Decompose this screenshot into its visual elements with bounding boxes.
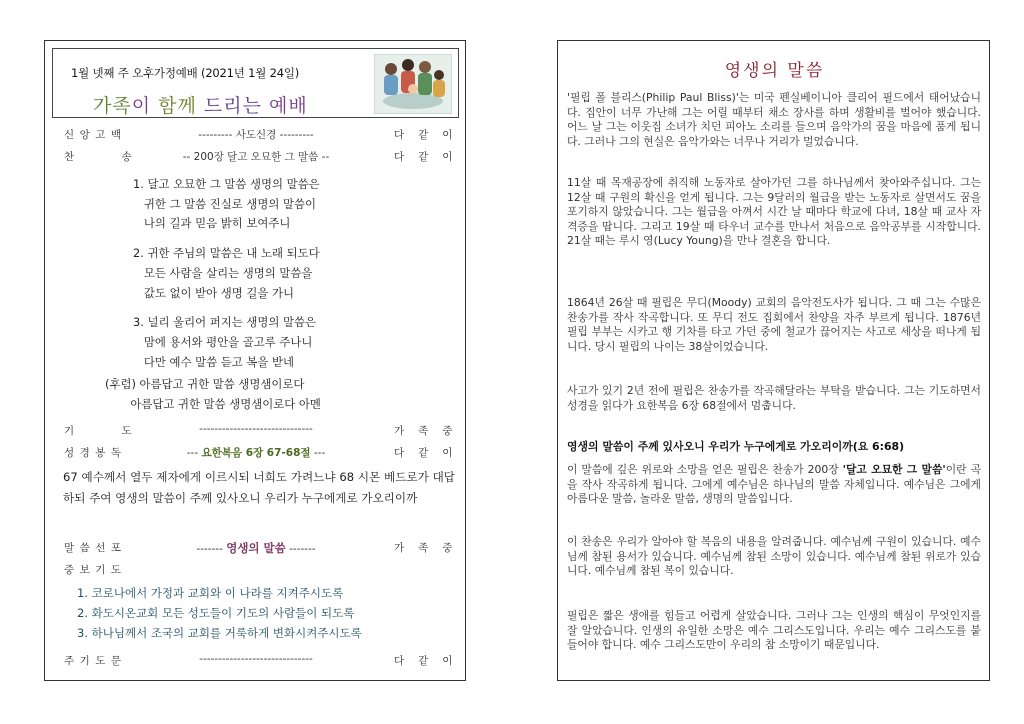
key-verse: 영생의 말씀이 주께 있사오니 우리가 누구에게로 가오리이까(요 6:68) [567, 440, 905, 453]
sermon-title: 영생의 말씀 [226, 541, 286, 555]
hymn-refrain [105, 374, 321, 414]
row-middle: ------------------------------ [199, 423, 313, 435]
hymn-line: 1. 달고 오묘한 그 말씀 생명의 말씀은 [133, 177, 320, 191]
worship-order-page [44, 40, 466, 681]
title-word: 함께 [151, 95, 197, 117]
hymn-line: 다만 예수 말씀 듣고 복을 받네 [133, 354, 295, 369]
refrain-line: 아름답고 귀한 말씀 생명샘이로다 아멘 [105, 397, 321, 411]
row-label: 신앙고백 [64, 129, 127, 141]
row-label: 성경봉독 [64, 447, 127, 459]
title-word: 이 [131, 95, 152, 117]
row-leader: 다같이 [394, 129, 467, 141]
row-leader: 다같이 [394, 447, 467, 459]
sermon-paragraph [567, 463, 981, 507]
prayer-item: 3. 하나님께서 조국의 교회를 거룩하게 변화시켜주시도록 [77, 626, 362, 640]
dash: ------- [196, 543, 223, 555]
hymn-line: 2. 귀한 주님의 말씀은 내 노래 되도다 [133, 246, 320, 261]
row-middle [136, 445, 376, 460]
hymn-line: 맘에 용서와 평안을 골고루 주나니 [133, 334, 313, 349]
row-leader: 다같이 [394, 151, 467, 163]
hymn-title-highlight: '달고 오묘한 그 말씀' [842, 463, 946, 476]
hymn-line: 귀한 그 말씀 진실로 생명의 말씀이 [133, 196, 317, 211]
row-leader: 가족중 [394, 542, 467, 554]
sermon-paragraph: 필립은 짧은 생애를 힘들고 어렵게 살았습니다. 그러나 그는 인생의 핵심이 무엇인지를 잘 알았습니다. 인생의 유일한 소망은 예수 그리스도입니다. 우리는 예수 그리스도를 붙들어야 합니다. 예수 그리스도만이 우리의 참 소망이기 때문입니다. [567, 609, 981, 652]
hymn-line: 나의 길과 믿음 밝히 보여주니 [133, 216, 291, 231]
row-middle: ------------------------------ [199, 653, 313, 665]
prayer-item: 2. 화도시온교회 모든 성도들이 기도의 사람들이 되도록 [77, 606, 355, 620]
row-label: 말씀선포 [64, 542, 127, 554]
prayer-item: 1. 코로나에서 가정과 교회와 이 나라를 지켜주시도록 [77, 586, 344, 600]
refrain-line: (후렴) 아름답고 귀한 말씀 생명샘이로다 [105, 377, 305, 391]
row-middle: --------- 사도신경 --------- [198, 129, 314, 141]
sermon-page [557, 40, 990, 681]
prayer-requests [77, 583, 362, 643]
family-praying-illustration [374, 54, 452, 114]
hymn-line: 모든 사람을 살리는 생명의 말씀을 [133, 265, 313, 280]
row-label: 기 도 [64, 425, 154, 437]
row-leader: 가족중 [394, 425, 467, 437]
row-middle [136, 540, 376, 556]
paragraph-text: 이란 곡을 작사 작곡하게 됩니다. 그에게 예수님은 하나님의 말씀 자체입니다. 예수님은 그에게 아름다운 말씀, 놀라운 말씀, 생명의 말씀입니다. [567, 463, 981, 506]
scripture-reference: 요한복음 6장 67-68절 [201, 447, 311, 459]
sermon-paragraph: '필립 폴 블리스(Philip Paul Bliss)'는 미국 펜실베이니아 클리어 필드에서 태어났습니다. 집안이 너무 가난해 그는 어릴 때부터 채소 장사를 하며 생활비를 벌어야 했습니다. 어느 날 그는 이웃집 소녀가 치던 피아노 소리를 들으며 음악가의 꿈을 마음에 품게 됩니다. 그러나 그의 현실은 음악가와는 너무나 거리가 멀었습니다. [567, 91, 981, 148]
row-label: 찬 송 [64, 151, 154, 163]
dash: --- [186, 447, 199, 459]
service-title [93, 91, 308, 118]
row-middle: -- 200장 달고 오묘한 그 말씀 -- [182, 151, 330, 163]
service-date-subtitle: 1월 넷째 주 오후가정예배 (2021년 1월 24일) [71, 66, 300, 80]
hymn-line: 값도 없이 받아 생명 길을 가니 [133, 285, 295, 300]
sermon-page-title: 영생의 말씀 [724, 61, 825, 81]
sermon-paragraph: 11살 때 목재공장에 취직해 노동자로 살아가던 그를 하나님께서 찾아와주십니다. 그는 12살 때 구원의 확신을 얻게 됩니다. 그는 9달러의 월급을 받는 노동자로 살면서도 꿈을 포기하지 않았습니다. 그는 월급을 아껴서 시간 날 때마다 학교에 다녀, 18살 때 교사 자격증을 땁니다. 그리고 19살 때 타우너 교수를 만나서 처음으로 음악공부를 시작합니다. 21살 때는 루시 영(Lucy Young)을 만나 결혼을 합니다. [567, 176, 981, 248]
row-label: 중보기도 [64, 564, 127, 576]
sermon-paragraph: 이 찬송은 우리가 알아야 할 복음의 내용을 알려줍니다. 예수님께 구원이 있습니다. 예수님께 참된 용서가 있습니다. 예수님께 참된 소망이 있습니다. 예수님께 참된 위로가 있습니다. 예수님께 참된 복이 있습니다. [567, 535, 981, 578]
hymn-line: 3. 널리 울리어 퍼지는 생명의 말씀은 [133, 315, 317, 330]
hymn-lyrics [133, 175, 320, 372]
header-box [52, 48, 459, 118]
scripture-passage: 67 예수께서 열두 제자에게 이르시되 너희도 가려느냐 68 시몬 베드로가 대답하되 주여 영생의 말씀이 주께 있사오니 우리가 누구에게로 가오리이까 [63, 470, 455, 505]
dash: ------- [289, 543, 316, 555]
row-label: 주기도문 [64, 655, 127, 667]
title-word: 예배 [261, 95, 308, 117]
title-word: 드리는 [196, 95, 262, 117]
title-word: 가족 [93, 95, 132, 117]
sermon-paragraph: 사고가 있기 2년 전에 필립은 찬송가를 작곡해달라는 부탁을 받습니다. 그는 기도하면서 성경을 읽다가 요한복음 6장 68절에서 멈춥니다. [567, 384, 981, 412]
sermon-paragraph: 1864년 26살 때 필립은 무디(Moody) 교회의 음악전도사가 됩니다. 그 때 그는 수많은 찬송가를 작사 작곡합니다. 또 무디 전도 집회에서 찬양을 자주 부르게 됩니다. 1876년 필립 부부는 시카고 행 기차를 타고 가던 중에 철교가 끊어지는 사고로 세상을 떠나게 됩니다. 당시 필립의 나이는 38살이었습니다. [567, 296, 981, 353]
paragraph-text: 이 말씀에 깊은 위로와 소망을 얻은 필립은 찬송가 200장 [567, 463, 843, 476]
row-leader: 다같이 [394, 655, 467, 667]
dash: --- [313, 447, 326, 459]
